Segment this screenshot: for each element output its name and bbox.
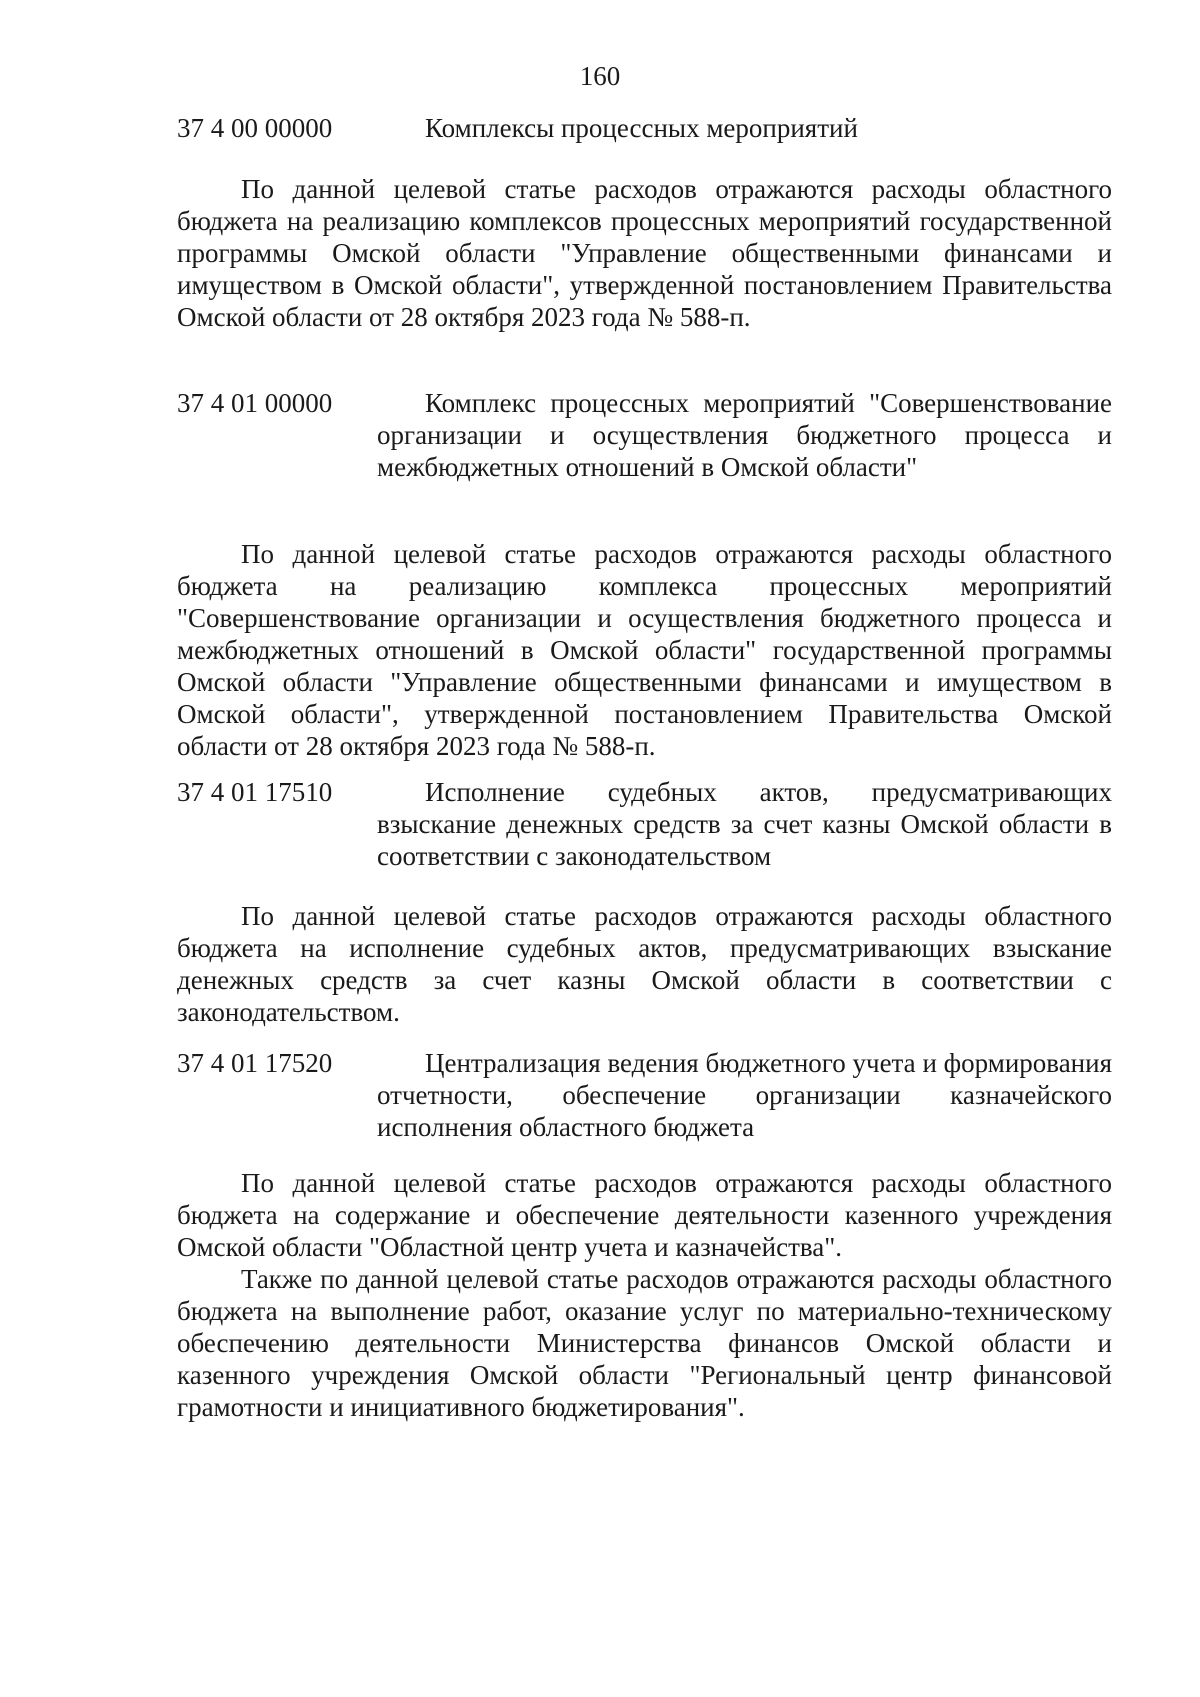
section-heading bbox=[177, 387, 1112, 483]
section-heading bbox=[177, 1047, 1112, 1143]
paragraph: По данной целевой статье расходов отражаются расходы областного бюджета на содержание и обеспечение деятельности казенного учреждения Омской области "Областной центр учета и казначейства". bbox=[177, 1168, 1112, 1262]
paragraph: По данной целевой статье расходов отражаются расходы областного бюджета на реализацию комплексов процессных мероприятий государственной программы Омской области "Управление общественными финансами и имуществом в Омской области", утвержденной постановлением Правительства Омской области от 28 октября 2023 года № 588-п. bbox=[177, 174, 1112, 332]
section-code: 37 4 00 00000 bbox=[177, 113, 333, 143]
section-title: Комплексы процессных мероприятий bbox=[425, 113, 858, 143]
section-code: 37 4 01 17520 bbox=[177, 1048, 333, 1078]
section-heading bbox=[177, 776, 1112, 872]
section-title: Исполнение судебных актов, предусматривающих взыскание денежных средств за счет казны Омской области в соответствии с законодательством bbox=[377, 777, 1112, 871]
section-code: 37 4 01 00000 bbox=[177, 388, 333, 418]
section-title: Централизация ведения бюджетного учета и формирования отчетности, обеспечение организации казначейского исполнения областного бюджета bbox=[377, 1048, 1112, 1142]
paragraph: Также по данной целевой статье расходов отражаются расходы областного бюджета на выполнение работ, оказание услуг по материально-техническому обеспечению деятельности Министерства финансов Омской области и казенного учреждения Омской области "Региональный центр финансовой грамотности и инициативного бюджетирования". bbox=[177, 1264, 1112, 1422]
page-number: 160 bbox=[579, 61, 621, 91]
paragraph: По данной целевой статье расходов отражаются расходы областного бюджета на реализацию комплекса процессных мероприятий "Совершенствование организации и осуществления бюджетного процесса и межбюджетных отношений в Омской области" государственной программы Омской области "Управление общественными финансами и имуществом в Омской области", утвержденной постановлением Правительства Омской области от 28 октября 2023 года № 588-п. bbox=[177, 539, 1112, 761]
section-heading bbox=[177, 112, 1112, 144]
paragraph: По данной целевой статье расходов отражаются расходы областного бюджета на исполнение судебных актов, предусматривающих взыскание денежных средств за счет казны Омской области в соответствии с законодательством. bbox=[177, 901, 1112, 1027]
section-title: Комплекс процессных мероприятий "Совершенствование организации и осуществления бюджетного процесса и межбюджетных отношений в Омской области" bbox=[377, 388, 1112, 482]
section-code: 37 4 01 17510 bbox=[177, 777, 333, 807]
